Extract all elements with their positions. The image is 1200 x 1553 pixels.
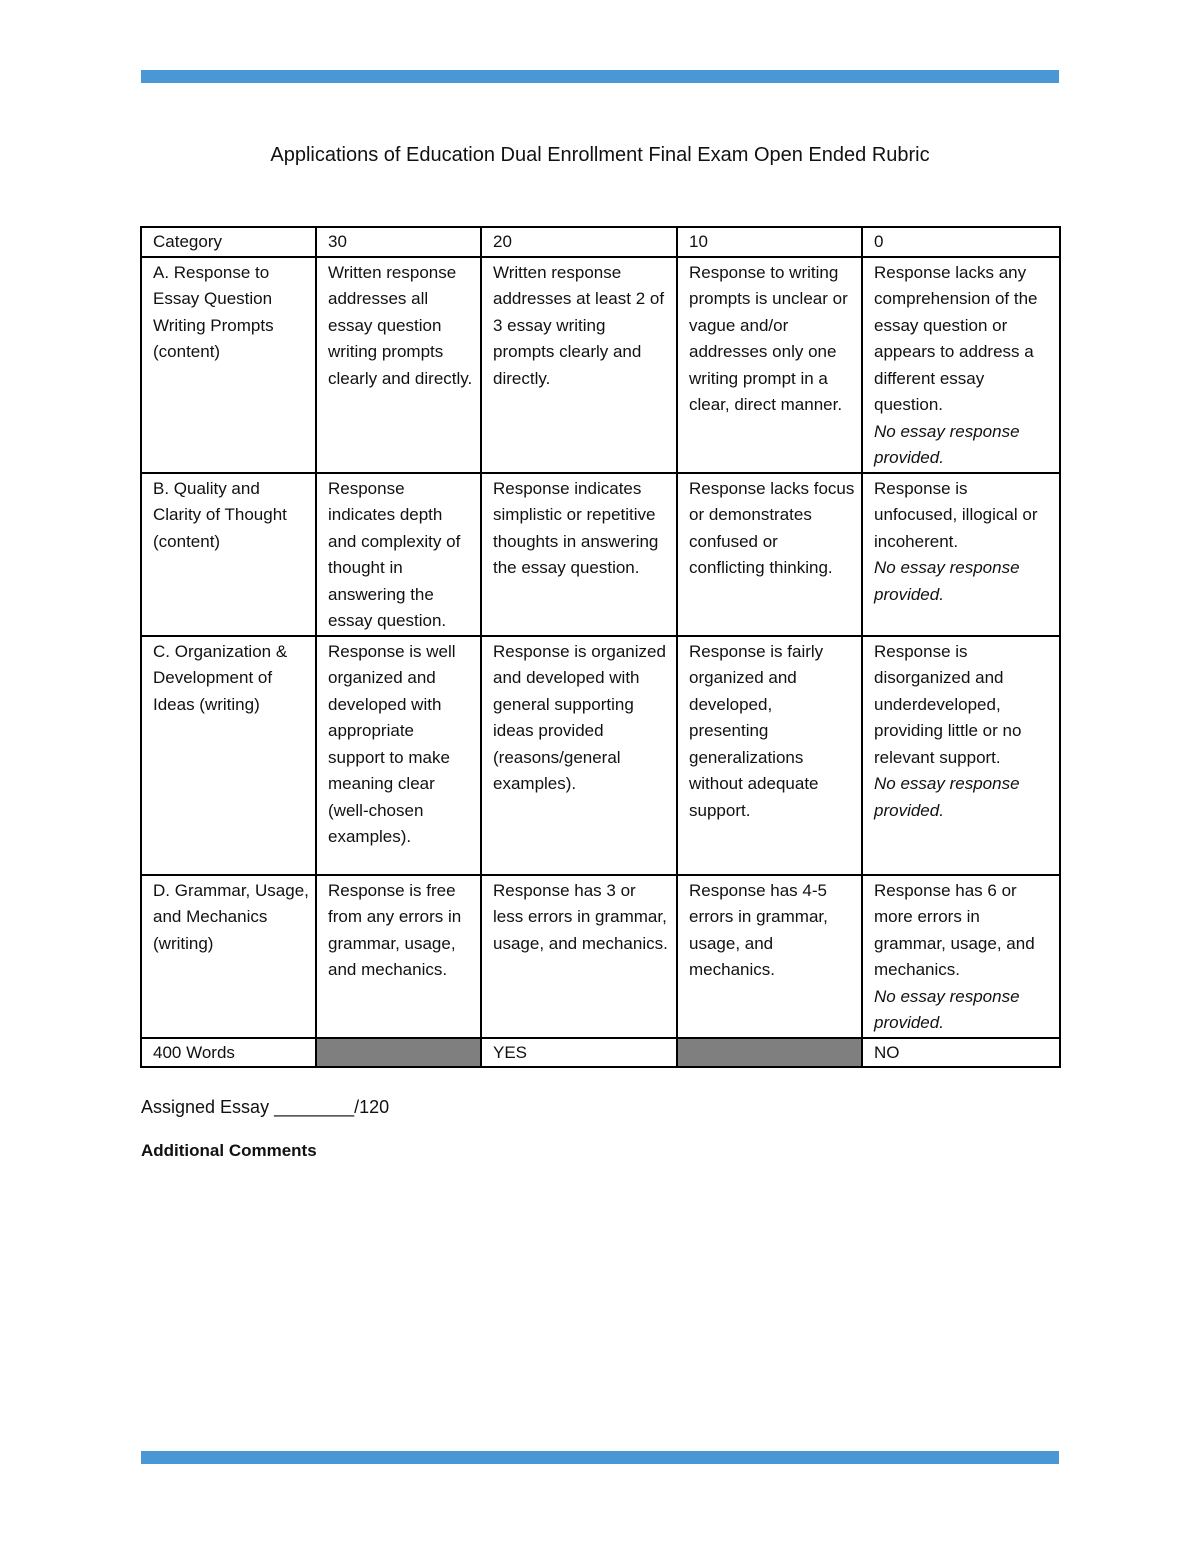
row-a-score-10: Response to writing prompts is unclear or vague and/or addresses only one writing prompt in a clear, direct manner. bbox=[677, 257, 862, 473]
bottom-accent-bar bbox=[141, 1451, 1059, 1464]
header-score-30: 30 bbox=[316, 227, 481, 257]
rubric-row-c bbox=[141, 636, 1060, 875]
word-count-label: 400 Words bbox=[141, 1038, 316, 1068]
row-c-score-20: Response is organized and developed with general supporting ideas provided (reasons/general examples). bbox=[481, 636, 677, 875]
word-count-no: NO bbox=[862, 1038, 1060, 1068]
row-c-score-10: Response is fairly organized and developed, presenting generalizations without adequate support. bbox=[677, 636, 862, 875]
row-c-score-0 bbox=[862, 636, 1060, 875]
header-score-0: 0 bbox=[862, 227, 1060, 257]
row-b-score-0-text: Response is unfocused, illogical or incoherent. bbox=[874, 478, 1038, 551]
row-d-no-response-note: No essay response provided. bbox=[874, 986, 1020, 1032]
row-d-score-0 bbox=[862, 875, 1060, 1038]
row-a-no-response-note: No essay response provided. bbox=[874, 421, 1020, 467]
page-title: Applications of Education Dual Enrollment Final Exam Open Ended Rubric bbox=[270, 144, 930, 166]
word-count-shaded-cell bbox=[677, 1038, 862, 1068]
row-a-score-30: Written response addresses all essay question writing prompts clearly and directly. bbox=[316, 257, 481, 473]
row-c-no-response-note: No essay response provided. bbox=[874, 774, 1020, 820]
rubric-row-a bbox=[141, 257, 1060, 473]
row-b-score-30: Response indicates depth and complexity of thought in answering the essay question. bbox=[316, 473, 481, 636]
row-d-score-10: Response has 4-5 errors in grammar, usage, and mechanics. bbox=[677, 875, 862, 1038]
word-count-row bbox=[141, 1038, 1060, 1068]
header-score-10: 10 bbox=[677, 227, 862, 257]
row-c-score-30: Response is well organized and developed with appropriate support to make meaning clear (well-chosen examples). bbox=[316, 636, 481, 875]
row-a-score-0 bbox=[862, 257, 1060, 473]
row-a-score-0-text: Response lacks any comprehension of the essay question or appears to address a different essay question. bbox=[874, 262, 1038, 414]
row-b-score-10: Response lacks focus or demonstrates confused or conflicting thinking. bbox=[677, 473, 862, 636]
word-count-shaded-cell bbox=[316, 1038, 481, 1068]
row-b-category: B. Quality and Clarity of Thought (content) bbox=[141, 473, 316, 636]
rubric-table bbox=[140, 226, 1061, 1068]
row-d-score-0-text: Response has 6 or more errors in grammar, usage, and mechanics. bbox=[874, 880, 1035, 979]
row-d-score-20: Response has 3 or less errors in grammar, usage, and mechanics. bbox=[481, 875, 677, 1038]
row-b-score-20: Response indicates simplistic or repetitive thoughts in answering the essay question. bbox=[481, 473, 677, 636]
row-d-score-30: Response is free from any errors in grammar, usage, and mechanics. bbox=[316, 875, 481, 1038]
rubric-row-b bbox=[141, 473, 1060, 636]
header-score-20: 20 bbox=[481, 227, 677, 257]
header-category: Category bbox=[141, 227, 316, 257]
row-b-no-response-note: No essay response provided. bbox=[874, 558, 1020, 604]
row-c-score-0-text: Response is disorganized and underdeveloped, providing little or no relevant support. bbox=[874, 641, 1022, 767]
row-c-category: C. Organization & Development of Ideas (writing) bbox=[141, 636, 316, 875]
top-accent-bar bbox=[141, 70, 1059, 83]
rubric-row-d bbox=[141, 875, 1060, 1038]
word-count-yes: YES bbox=[481, 1038, 677, 1068]
additional-comments-heading: Additional Comments bbox=[141, 1141, 317, 1160]
row-b-score-0 bbox=[862, 473, 1060, 636]
row-a-category: A. Response to Essay Question Writing Prompts (content) bbox=[141, 257, 316, 473]
row-d-category: D. Grammar, Usage, and Mechanics (writing) bbox=[141, 875, 316, 1038]
row-a-score-20: Written response addresses at least 2 of 3 essay writing prompts clearly and directly. bbox=[481, 257, 677, 473]
rubric-header-row bbox=[141, 227, 1060, 257]
assigned-essay-score: Assigned Essay ________/120 bbox=[141, 1097, 390, 1117]
